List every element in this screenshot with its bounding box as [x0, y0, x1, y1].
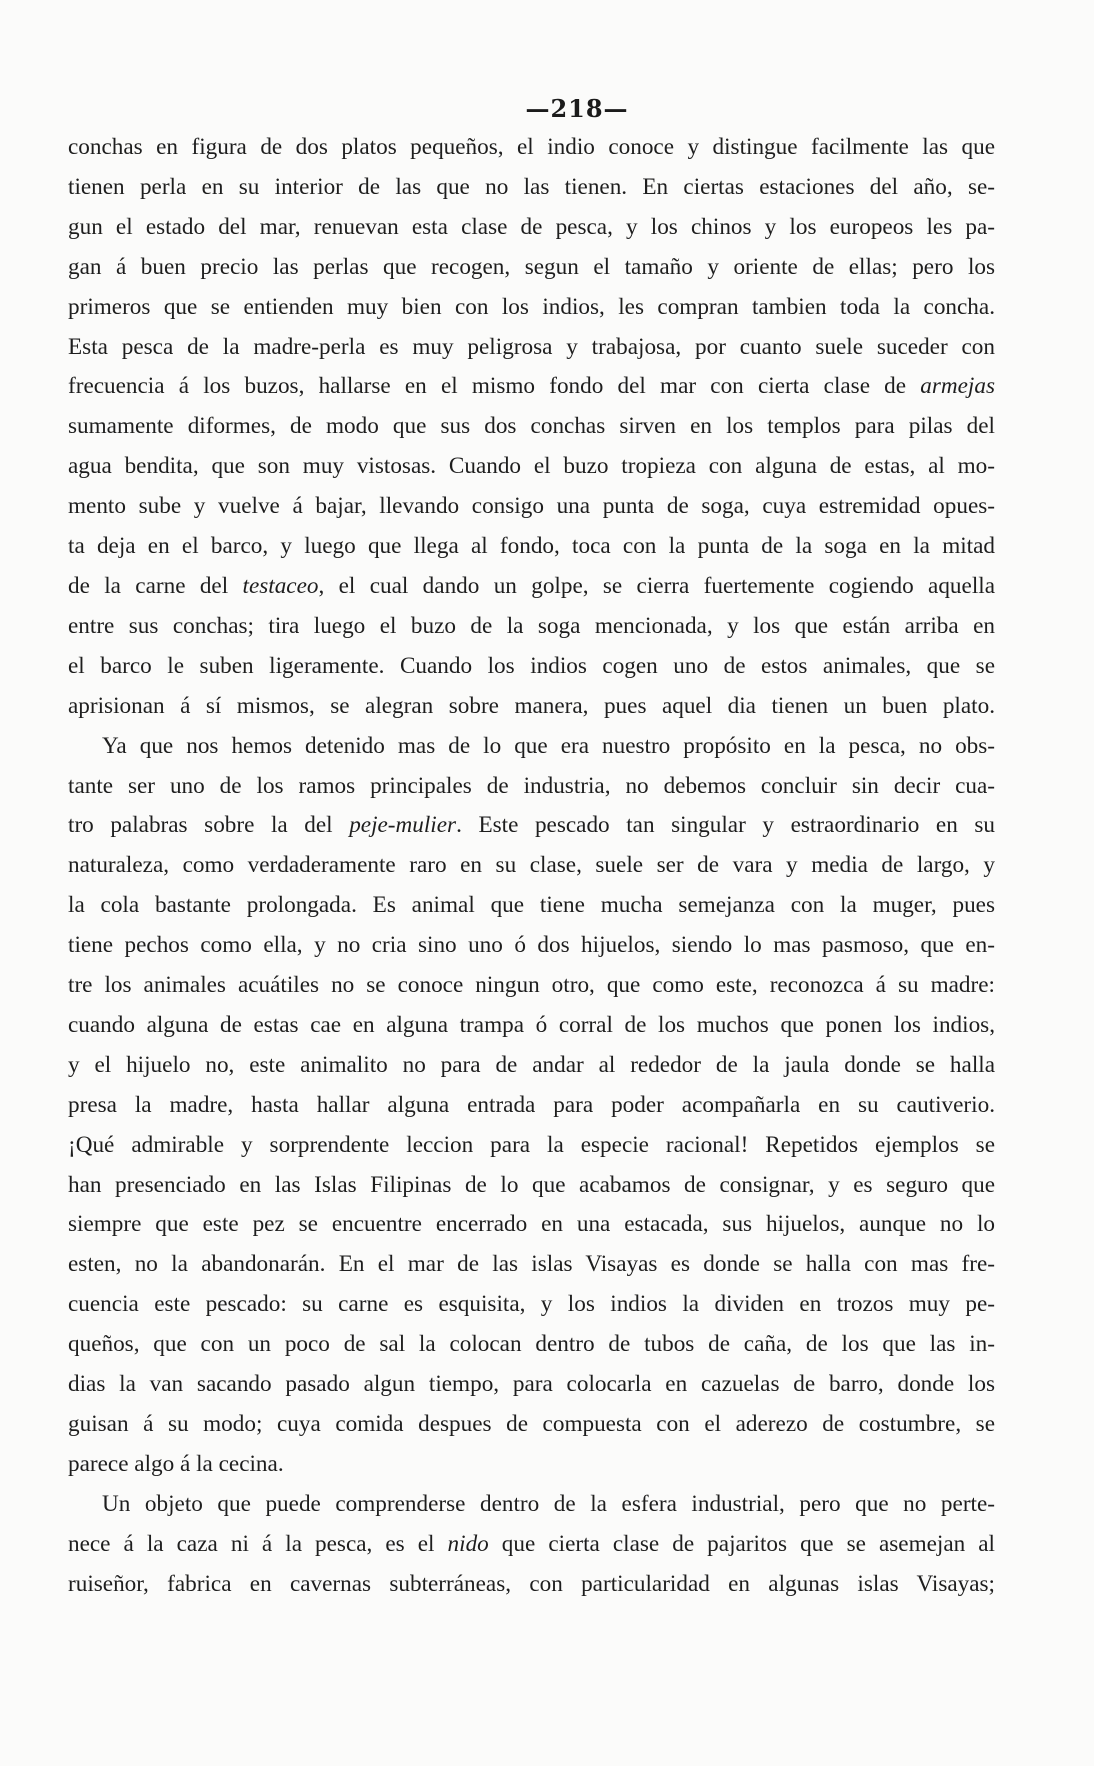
text-line: tiene pechos como ella, y no cria sino uno ó dos hijuelos, siendo lo mas pasmoso, que en- — [68, 932, 995, 959]
paragraph — [68, 128, 995, 328]
text-line: tre los animales acuátiles no se conoce ningun otro, que como este, reconozca á su madre: — [68, 972, 995, 999]
text-line: guisan á su modo; cuya comida despues de compuesta con el aderezo de costumbre, se — [68, 1411, 995, 1437]
text-line: queños, que con un poco de sal la colocan dentro de tubos de caña, de los que las in- — [68, 1331, 995, 1358]
text-line: nece á la caza ni á la pesca, es el nido que cierta clase de pajaritos que se asemejan al — [68, 1530, 996, 1557]
text-line: tro palabras sobre la del peje-mulier. Este pescado tan singular y estraordinario en su — [68, 812, 995, 839]
paragraph — [68, 328, 995, 727]
text-line: tante ser uno de los ramos principales de industria, no debemos concluir sin decir cua- — [68, 772, 995, 799]
italic-term: armejas — [920, 373, 995, 400]
text-line: la cola bastante prolongada. Es animal que tiene mucha semejanza con la muger, pues — [68, 892, 995, 919]
text-line: primeros que se entienden muy bien con los indios, les compran tambien toda la concha. — [68, 293, 995, 320]
text-line: entre sus conchas; tira luego el buzo de la soga mencionada, y los que están arriba en — [68, 612, 995, 639]
page-number: —218— — [525, 94, 629, 123]
text-line: siempre que este pez se encuentre encerrado en una estacada, sus hijuelos, aunque no lo — [68, 1211, 995, 1238]
text-line: aprisionan á sí mismos, se alegran sobre manera, pues aquel dia tienen un buen plato. — [68, 692, 995, 719]
paragraph — [68, 727, 995, 1485]
text-line: sumamente diformes, de modo que sus dos conchas sirven en los templos para pilas del — [68, 413, 995, 440]
italic-term: peje-mulier — [349, 812, 457, 839]
text-line: de la carne del testaceo, el cual dando un golpe, se cierra fuertemente cogiendo aquella — [68, 572, 995, 599]
text-line: ¡Qué admirable y sorprendente leccion para la especie racional! Repetidos ejemplos se — [68, 1131, 995, 1158]
text-line: mento sube y vuelve á bajar, llevando consigo una punta de soga, cuya estremidad opues- — [68, 493, 995, 520]
page-body-text — [68, 128, 995, 1605]
text-line: cuencia este pescado: su carne es esquisita, y los indios la dividen en trozos muy pe- — [68, 1291, 995, 1318]
text-line: conchas en figura de dos platos pequeños, el indio conoce y distingue facilmente las que — [68, 134, 995, 160]
text-line: presa la madre, hasta hallar alguna entrada para poder acompañarla en su cautiverio. — [68, 1091, 995, 1118]
text-line: Esta pesca de la madre-perla es muy peligrosa y trabajosa, por cuanto suele suceder con — [68, 333, 995, 360]
text-line: han presenciado en las Islas Filipinas de lo que acabamos de consignar, y es seguro que — [68, 1171, 995, 1198]
italic-term: nido — [447, 1530, 489, 1557]
text-line: Un objeto que puede comprenderse dentro de la esfera industrial, pero que no perte- — [102, 1490, 995, 1517]
text-line: cuando alguna de estas cae en alguna trampa ó corral de los muchos que ponen los indios, — [68, 1011, 995, 1038]
text-line: y el hijuelo no, este animalito no para de andar al rededor de la jaula donde se halla — [68, 1051, 995, 1078]
text-line: ruiseñor, fabrica en cavernas subterráneas, con particularidad en algunas islas Visayas; — [68, 1570, 995, 1597]
text-line: frecuencia á los buzos, hallarse en el mismo fondo del mar con cierta clase de armejas — [68, 373, 995, 400]
text-line: el barco le suben ligeramente. Cuando los indios cogen uno de estos animales, que se — [68, 652, 995, 679]
text-line: gan á buen precio las perlas que recogen, segun el tamaño y oriente de ellas; pero los — [68, 253, 995, 280]
text-line: agua bendita, que son muy vistosas. Cuando el buzo tropieza con alguna de estas, al mo- — [68, 453, 995, 480]
text-line: tienen perla en su interior de las que no las tienen. En ciertas estaciones del año, se- — [68, 173, 995, 200]
text-line: ta deja en el barco, y luego que llega al fondo, toca con la punta de la soga en la mitad — [68, 533, 995, 560]
text-line: Ya que nos hemos detenido mas de lo que era nuestro propósito en la pesca, no obs- — [102, 732, 995, 759]
paragraph — [68, 1485, 995, 1605]
italic-term: testaceo — [242, 572, 319, 599]
text-line: parece algo á la cecina. — [68, 1450, 284, 1477]
text-line: gun el estado del mar, renuevan esta clase de pesca, y los chinos y los europeos les pa- — [68, 213, 995, 240]
text-line: esten, no la abandonarán. En el mar de las islas Visayas es donde se halla con mas fre- — [68, 1251, 995, 1278]
text-line: naturaleza, como verdaderamente raro en su clase, suele ser de vara y media de largo, y — [68, 852, 995, 879]
text-line: dias la van sacando pasado algun tiempo, para colocarla en cazuelas de barro, donde los — [68, 1371, 995, 1398]
